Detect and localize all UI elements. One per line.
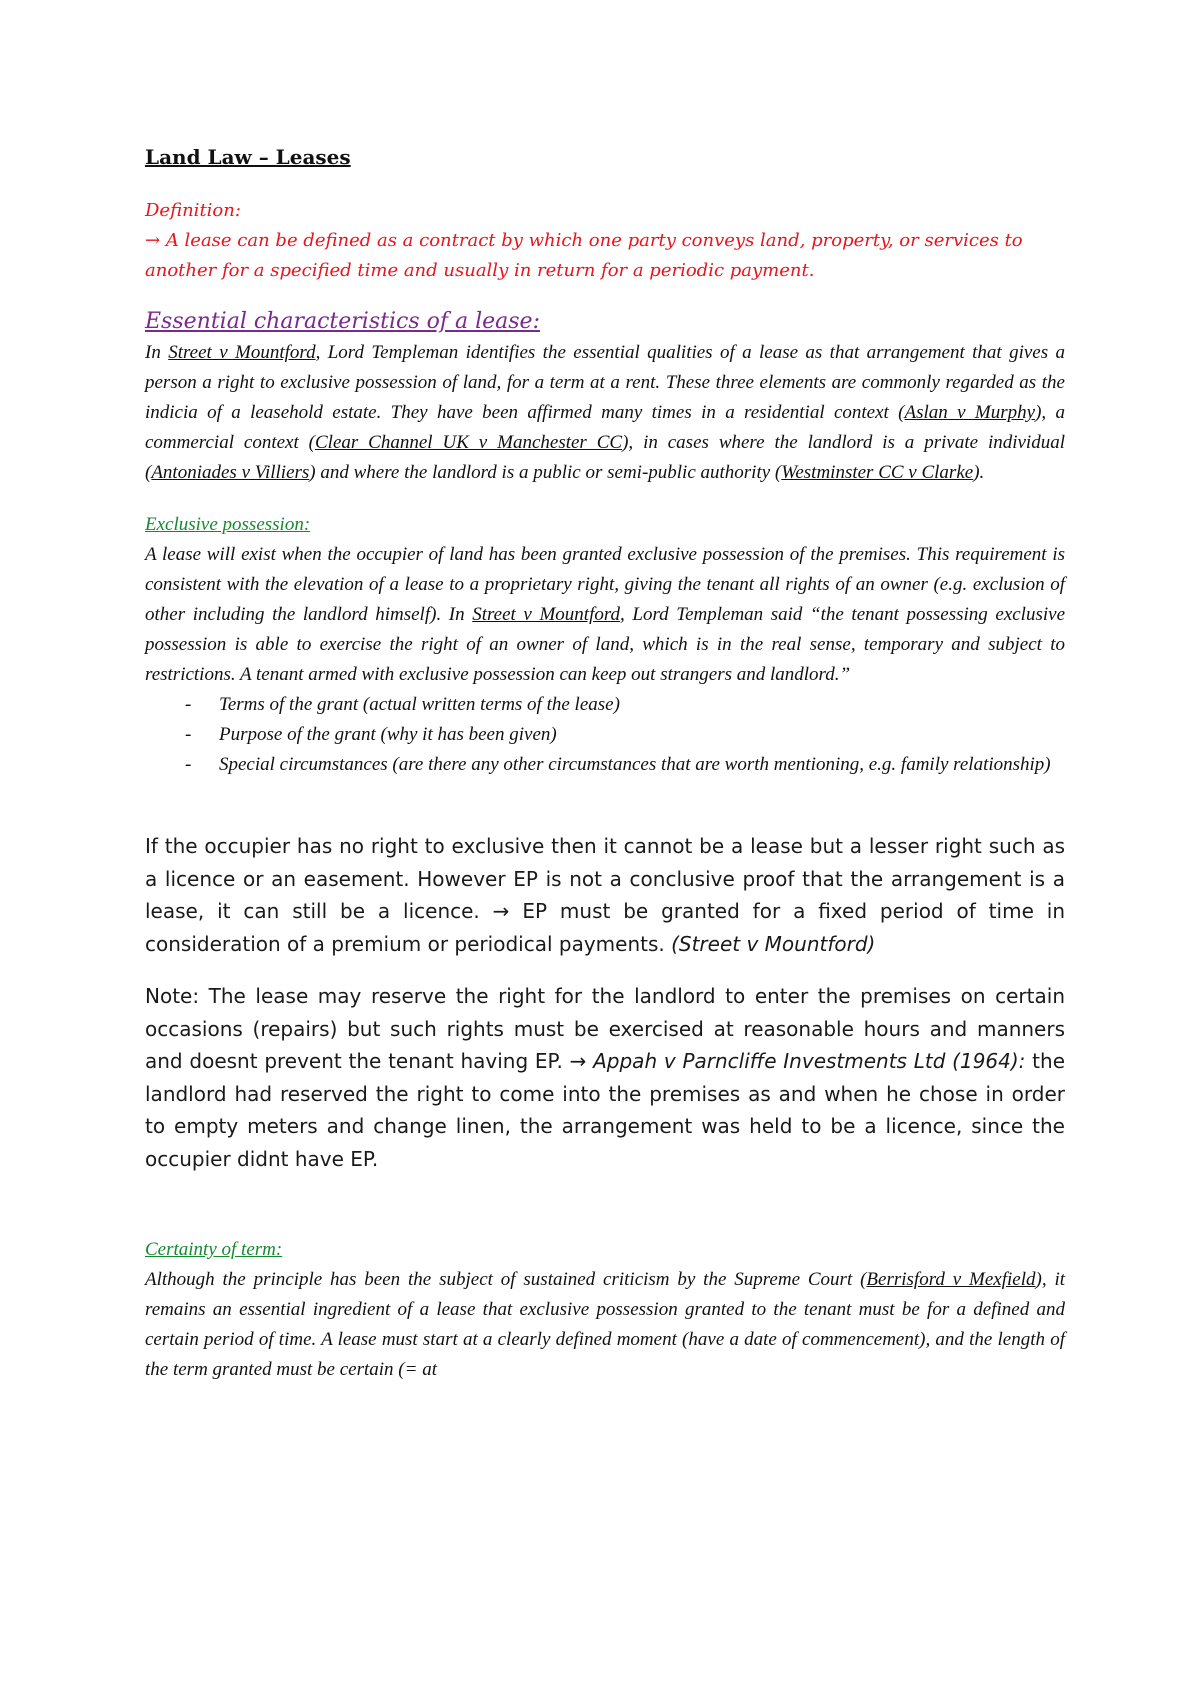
text-run: A lease will exist when the occupier of land has been granted exclusive possession of the premises. This requirement is consistent with the elevation of a lease to a proprietary right, giving the tenant all rights of an owner (e.g. exclusion of other including the landlord himself). In [145,544,1065,625]
text-run: Although the principle has been the subject of sustained criticism by the Supreme Court ( [145,1269,867,1290]
text-run: , Lord Templeman said “the tenant possessing exclusive possession is able to exercise the right of an owner of land, which is in the real sense, temporary and subject to restrictions. A tenant armed with exclusive possession can keep out strangers and landlord.” [145,604,1066,685]
text-run: , Lord Templeman identifies the essential qualities of a lease as that arrangement that gives a person a right to exclusive possession of land, for a term at a rent. These three elements are commonly regarded as the indicia of a leasehold estate. They have been affirmed many times in a residential context ( [145,342,1065,423]
dash-marker: - [185,724,192,745]
exclusive-factor-list [145,690,1065,780]
text-run: ) and where the landlord is a public or semi-public authority ( [309,462,782,483]
case-name: Clear Channel UK v Manchester CC [315,432,623,453]
note-paragraph: Note: The lease may reserve the right for the landlord to enter the premises on certain occasions (repairs) but such rights must be exercised at reasonable hours and manners and doesnt prevent the tenant having EP. → Appah v Parncliffe Investments Ltd (1964): the landlord had reserved the right to come into the premises as and when he chose in order to empty meters and change linen, the arrangement was held to be a licence, since the occupier didnt have EP. [145,984,1065,1171]
definition-body: A lease can be defined as a contract by which one party conveys land, property, or services to another for a specified time and usually in return for a periodic payment. [145,230,1023,281]
list-item: - Purpose of the grant (why it has been given) [145,720,1065,750]
text-run: ), in cases where the landlord is a private individual ( [145,432,1065,483]
ep-paragraph: If the occupier has no right to exclusive then it cannot be a lease but a lesser right such as a licence or an easement. However EP is not a conclusive proof that the arrangement is a lease, it can still be a licence. → EP must be granted for a fixed period of time in consideration of a premium or periodical payments. (Street v Mountford) [145,834,1065,956]
certainty-heading: Certainty of term: [145,1239,283,1260]
case-name: Street v Mountford [168,342,316,363]
exclusive-heading: Exclusive possession: [145,514,311,535]
exclusive-paragraph [145,540,1065,690]
case-name: Antoniades v Villiers [151,462,310,483]
case-citation: Appah v Parncliffe Investments Ltd (1964): [593,1049,1026,1073]
dash-marker: - [185,754,192,775]
case-name: Street v Mountford [472,604,621,625]
case-name: Aslan v Murphy [904,402,1036,423]
text-run: ), a commercial context ( [145,402,1065,453]
list-item: - Terms of the grant (actual written terms of the lease) [145,690,1065,720]
definition-label: Definition: [145,200,241,221]
definition-text [145,226,1065,286]
case-citation: (Street v Mountford) [671,931,876,956]
text-run: ). [973,462,985,483]
document-title: Land Law – Leases [145,145,351,169]
text-run: In [145,342,169,363]
case-name: Westminster CC v Clarke [781,462,974,483]
certainty-paragraph [145,1265,1065,1385]
list-item: - Special circumstances (are there any other circumstances that are worth mentioning, e.g. family relationship) [145,750,1065,780]
arrow-icon: → [145,230,161,251]
document-content [145,142,1065,1385]
essential-heading: Essential characteristics of a lease: [145,309,540,334]
case-name: Berrisford v Mexfield [866,1269,1036,1290]
dash-marker: - [185,694,192,715]
text-run: ), it remains an essential ingredient of a lease that exclusive possession granted to the tenant must be for a defined and certain period of time. A lease must start at a clearly defined moment (have a date of commencement), and the length of the term granted must be certain (= at [145,1269,1066,1380]
essential-paragraph [145,338,1065,488]
